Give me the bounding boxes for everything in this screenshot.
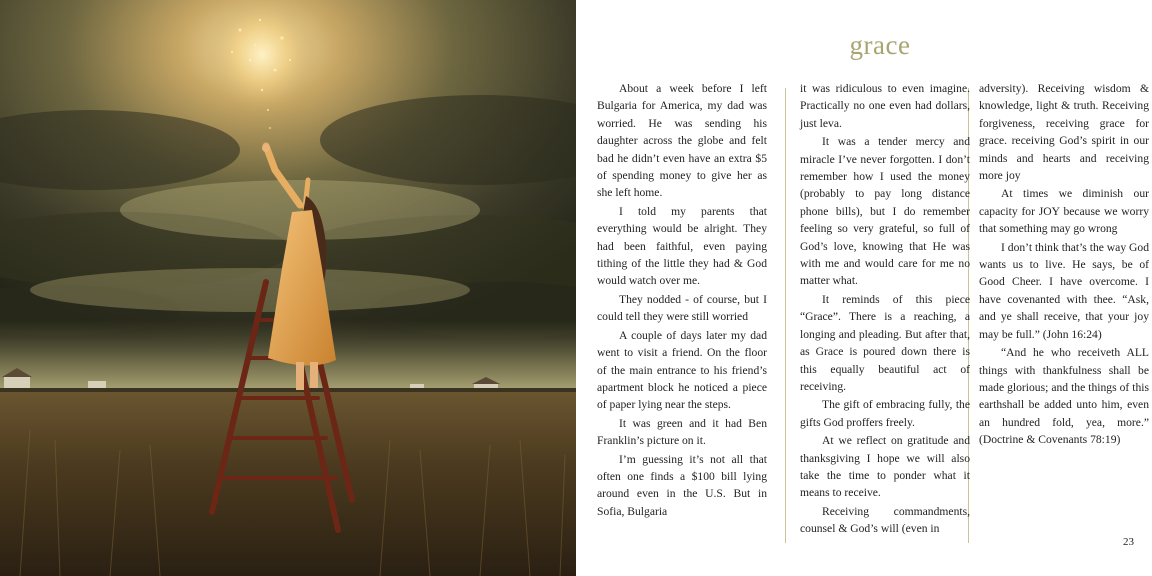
- paragraph: it was ridiculous to even imagine. Practically no one even had dollars, just leva.: [800, 82, 970, 130]
- paragraph: It was green and it had Ben Franklin’s picture on it.: [597, 416, 767, 448]
- paragraph: The gift of embracing fully, the gifts God proffers freely.: [800, 398, 970, 429]
- paragraph: I told my parents that everything would be alright. They had been faithful, even paying tithing of the little they had & God would watch over me.: [597, 204, 767, 288]
- text-column-2: [800, 80, 970, 539]
- paragraph: About a week before I left Bulgaria for America, my dad was worried. He was sending his daughter across the globe and felt bad he didn’t even have an extra $5 of spending money to give her as she left home.: [597, 82, 767, 200]
- paragraph: They nodded - of course, but I could tell they were still worried: [597, 292, 767, 324]
- paragraph: adversity). Receiving wisdom & knowledge, light & truth. Receiving forgiveness, receiving grace for grace. receiving God’s spirit in our minds and hearts and receiving more joy: [979, 82, 1149, 183]
- paragraph: Receiving commandments, counsel & God’s will (even in: [800, 504, 970, 536]
- paragraph: “And he who receiveth ALL things with thankfulness shall be made glorious; and the things of this earthshall be added unto him, even an hundred fold, yea, more.” (Doctrine & Covenants 78:19): [979, 346, 1149, 447]
- paragraph: A couple of days later my dad went to visit a friend. On the floor of the main entrance to his friend’s apartment block he noticed a piece of paper lying near the steps.: [597, 328, 767, 412]
- paragraph: I don’t think that’s the way God wants us to live. He says, be of Good Cheer. I have overcome. I have covenanted with thee. “Ask, and ye shall receive, that your joy may be full.” (John 16:24): [979, 240, 1149, 341]
- text-column-1: [597, 80, 767, 521]
- text-column-3: [979, 80, 1149, 450]
- wheat-field: [0, 392, 576, 576]
- paragraph: At we reflect on gratitude and thanksgiving I hope we will also take the time to ponder what it means to receive.: [800, 434, 970, 500]
- paragraph: It reminds of this piece “Grace”. There is a reaching, a longing and pleading. But after that, as Grace is poured down there is this equally beautiful act of receiving.: [800, 292, 970, 393]
- paragraph: It was a tender mercy and miracle I’ve never forgotten. I don’t remember how I used the money (probably to pay long distance phone bills), but I do remember feeling so very grateful, so full of God’s love, knowing that He was with me and would care for me no matter what.: [800, 135, 970, 288]
- paragraph: I’m guessing it’s not all that often one finds a $100 bill lying around even in the U.S. But in Sofia, Bulgaria: [597, 452, 767, 518]
- page-number: 23: [1123, 536, 1134, 548]
- column-divider: [785, 88, 786, 543]
- paragraph: At times we diminish our capacity for JOY because we worry that something may go wrong: [979, 187, 1149, 236]
- page-title: grace: [849, 30, 911, 60]
- golden-light: [207, 0, 317, 115]
